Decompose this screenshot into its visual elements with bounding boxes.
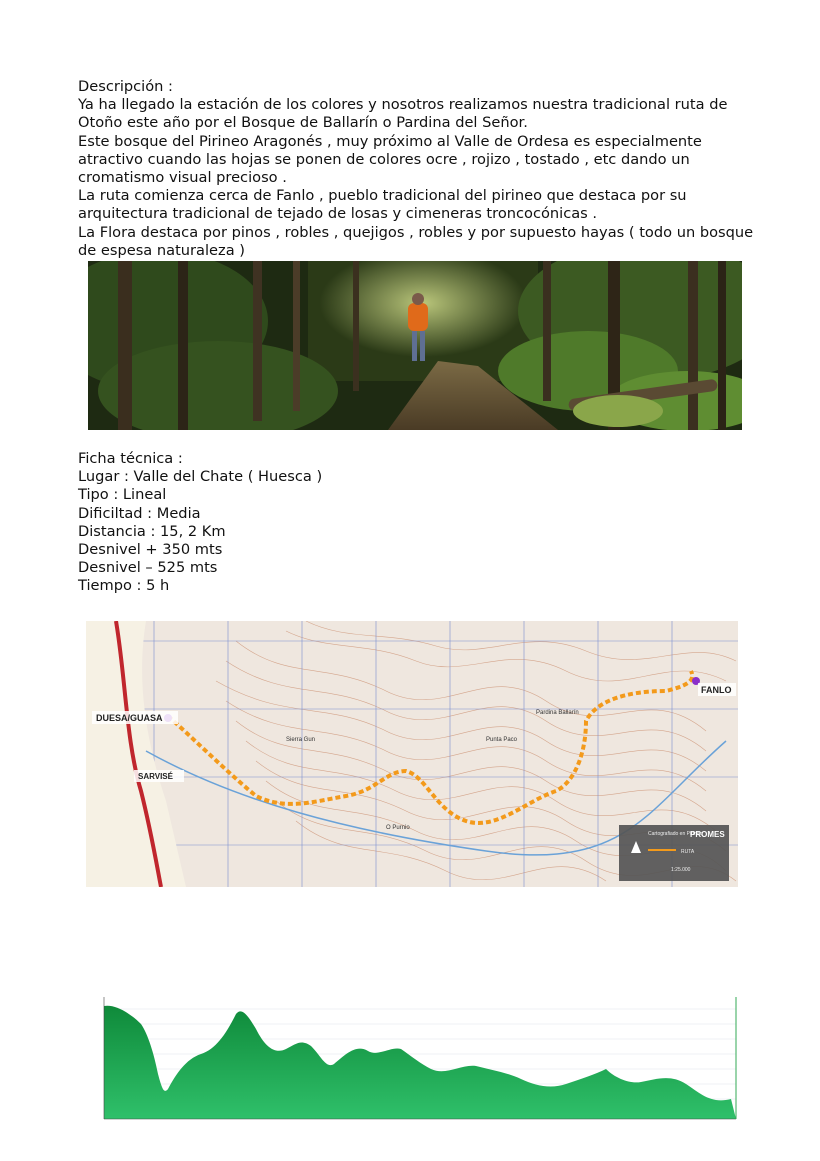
ficha-lugar: Lugar : Valle del Chate ( Huesca ): [78, 468, 323, 486]
ficha-desnivel-positivo: Desnivel + 350 mts: [78, 541, 223, 559]
map-label-o-purnio: O Purnio: [386, 825, 410, 831]
ficha-heading: Ficha técnica :: [78, 450, 183, 467]
description-paragraph: Ya ha llegado la estación de los colores y nosotros realizamos nuestra tradicional ruta de Otoño este año por el Bosque de Ballarín o Pardina del Señor.: [78, 96, 728, 132]
description-paragraph: La Flora destaca por pinos , robles , quejigos , robles y por supuesto hayas ( todo un bosque de espesa naturaleza ): [78, 223, 754, 259]
technical-sheet: [78, 450, 478, 596]
ficha-tiempo: Tiempo : 5 h: [78, 577, 170, 595]
ficha-dificultad: Dificiltad : Media: [78, 504, 201, 522]
description-paragraph: Este bosque del Pirineo Aragonés , muy próximo al Valle de Ordesa es especialmente atractivo cuando las hojas se ponen de colores ocre , rojizo , tostado , etc dando un cromatismo visual precioso .: [78, 132, 702, 187]
description-heading: Descripción :: [78, 78, 173, 95]
map-legend-scale: 1:25.000: [671, 867, 691, 873]
description-paragraph: La ruta comienza cerca de Fanlo , pueblo tradicional del pirineo que destaca por su arquitectura tradicional de tejado de losas y cimeneras troncocónicas .: [78, 187, 687, 223]
elevation-profile: [86, 994, 740, 1124]
map-label-sarvise: SARVISÉ: [138, 772, 173, 781]
map-label-sierra-gun: Sierra Gun: [286, 737, 316, 743]
forest-photo: [88, 261, 742, 430]
map-label-punta-paco: Punta Paco: [486, 737, 518, 743]
map-label-fanlo: FANLO: [701, 685, 732, 695]
map-legend-brand: PROMES: [690, 830, 725, 839]
ficha-distancia: Distancia : 15, 2 Km: [78, 522, 226, 540]
map-legend-route: RUTA: [681, 849, 695, 855]
map-label-pardina: Pardina Ballarín: [536, 710, 579, 716]
description-block: [78, 78, 758, 260]
map-label-duesa: DUESA/GUASA: [96, 713, 163, 723]
route-map: [86, 621, 738, 887]
ficha-tipo: Tipo : Lineal: [78, 486, 167, 504]
ficha-desnivel-negativo: Desnivel – 525 mts: [78, 559, 218, 577]
map-legend-title: Cartografiado en Pirineo: [648, 831, 703, 837]
